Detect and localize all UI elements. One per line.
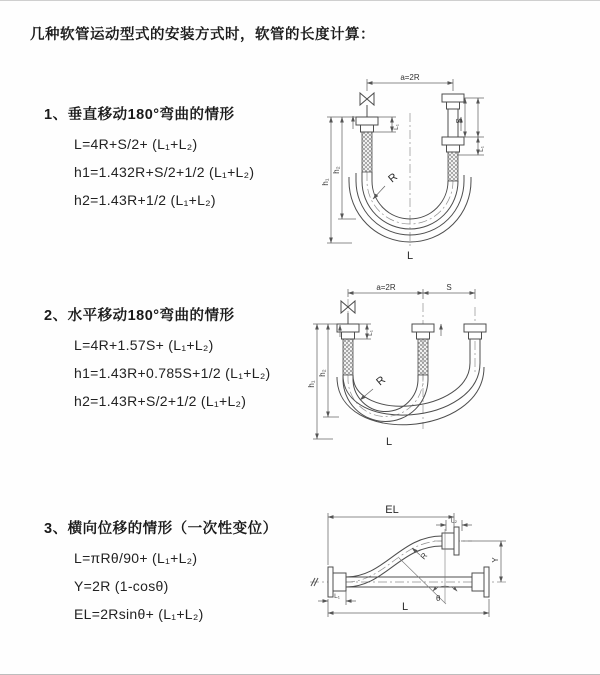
braided-hose-section [448,152,458,181]
length-label: L [406,250,414,262]
section-1-text [44,103,254,208]
section-3-heading: 3、横向位移的情形（一次性变位） [44,521,278,537]
section-3-text [44,517,278,622]
formula-line: h2=1.43R+S/2+1/2 (L₁+L₂) [74,393,247,409]
dim-label-s: S [446,283,452,292]
dim-label-l1: L₁ [367,330,374,336]
dim-label-a2r: a=2R [400,73,420,82]
section-2-text [44,304,271,409]
centerlines [367,113,453,247]
diagram-lateral-displacement [300,497,600,641]
dimension-lines [313,289,475,439]
section-2-heading: 2、水平移动180°弯曲的情形 [44,308,235,324]
braided-hose-section [362,132,372,172]
formula-line: Y=2R (1-cosθ) [74,578,169,594]
braided-hose-section [418,339,428,375]
dim-label-l1: L₁ [334,593,340,600]
dim-label-l1: L₁ [393,124,400,130]
length-label: L [385,436,393,448]
dim-label-l: L [401,601,409,613]
formula-line: L=πRθ/90+ (L₁+L₂) [74,550,198,566]
dim-label-h2: h₂ [318,369,327,377]
dim-label-h1: h₁ [321,178,330,186]
dim-label-l1: L₁ [478,146,485,152]
centerlines [348,299,475,429]
right-pipe-assembly [442,94,464,181]
page-title: 几种软管运动型式的安装方式时，软管的长度计算： [30,27,375,43]
middle-pipe-assembly [412,324,434,375]
formula-line: h2=1.43R+1/2 (L₁+L₂) [74,192,216,208]
dim-label-h1: h₁ [307,380,316,388]
u-bend-hose [337,363,484,425]
formula-line: L=4R+1.57S+ (L₁+L₂) [74,337,214,353]
formula-line: EL=2Rsinθ+ (L₁+L₂) [74,606,204,622]
left-pipe-assembly [356,117,378,172]
radius-label: R [374,373,389,389]
dimension-lines [318,513,506,617]
valve-icon [360,93,374,117]
formula-line: L=4R+S/2+ (L₁+L₂) [74,136,198,152]
angle-label: θ [436,594,441,603]
section-1-heading: 1、垂直移动180°弯曲的情形 [44,107,235,123]
dim-label-s: S [455,118,464,124]
radius-label: R [418,551,430,562]
dim-label-a2r: a=2R [376,283,396,292]
dim-label-h2: h₂ [332,166,341,174]
formula-line: h1=1.43R+0.785S+1/2 (L₁+L₂) [74,365,271,381]
dim-label-el: EL [385,504,399,516]
diagram-horizontal-180-bend [303,279,600,453]
dimension-labels [334,504,500,613]
diagram-vertical-180-bend [312,69,597,263]
dim-label-y: Y [491,557,500,563]
dim-label-l2: L₂ [450,517,458,525]
dimension-labels [307,283,452,448]
displaced-s-curve-hose [346,527,459,587]
radius-label: R [386,170,401,186]
formula-line: h1=1.432R+S/2+1/2 (L₁+L₂) [74,164,255,180]
braided-hose-section [343,339,353,375]
